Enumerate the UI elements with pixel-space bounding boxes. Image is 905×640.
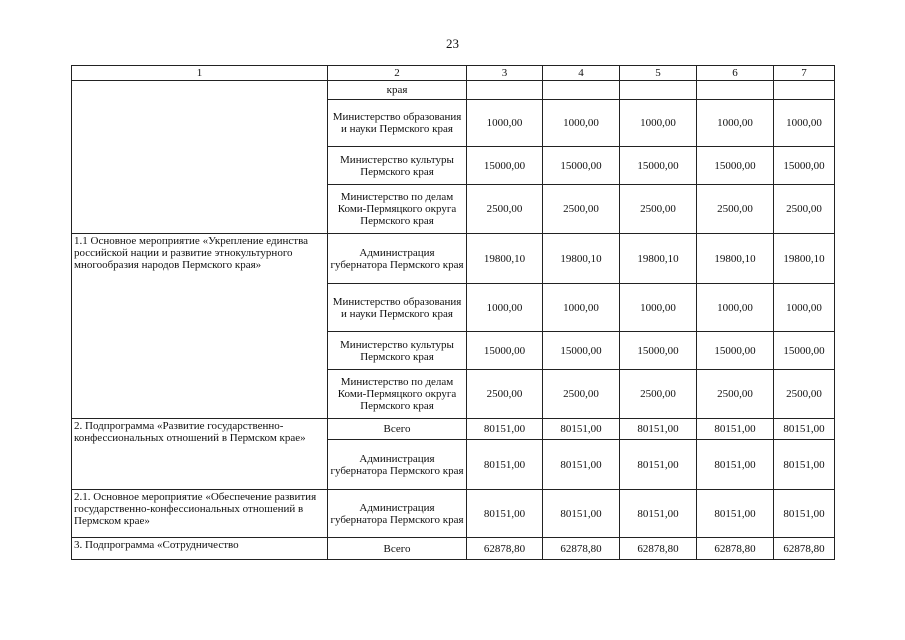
amount-cell: 19800,10: [774, 234, 835, 284]
header-row: [72, 66, 835, 81]
amount-cell: 15000,00: [774, 332, 835, 370]
amount-cell: 2500,00: [620, 185, 697, 234]
amount-cell: 1000,00: [467, 100, 543, 147]
amount-cell: 80151,00: [620, 419, 697, 440]
organization-cell: Министерство образования и науки Пермского края: [328, 100, 467, 147]
amount-cell: 15000,00: [467, 332, 543, 370]
amount-cell: 80151,00: [620, 440, 697, 490]
column-header-4: 4: [543, 66, 620, 81]
column-header-5: 5: [620, 66, 697, 81]
amount-cell: [543, 81, 620, 100]
amount-cell: 2500,00: [620, 370, 697, 419]
amount-cell: 2500,00: [467, 185, 543, 234]
amount-cell: [620, 81, 697, 100]
amount-cell: 62878,80: [697, 538, 774, 560]
organization-cell: Администрация губернатора Пермского края: [328, 234, 467, 284]
amount-cell: 80151,00: [774, 440, 835, 490]
amount-cell: 15000,00: [543, 147, 620, 185]
amount-cell: 2500,00: [697, 185, 774, 234]
table-row: [72, 490, 835, 538]
column-header-1: 1: [72, 66, 328, 81]
amount-cell: 15000,00: [543, 332, 620, 370]
amount-cell: 2500,00: [697, 370, 774, 419]
column-header-7: 7: [774, 66, 835, 81]
amount-cell: 15000,00: [697, 147, 774, 185]
amount-cell: 62878,80: [543, 538, 620, 560]
amount-cell: [774, 81, 835, 100]
amount-cell: 1000,00: [543, 100, 620, 147]
program-title-cell: 2. Подпрограмма «Развитие государственно-конфессиональных отношений в Пермском крае»: [72, 419, 328, 490]
amount-cell: 80151,00: [774, 490, 835, 538]
organization-cell: Министерство культуры Пермского края: [328, 147, 467, 185]
budget-table: [71, 65, 835, 560]
amount-cell: 2500,00: [774, 185, 835, 234]
organization-cell: Всего: [328, 538, 467, 560]
amount-cell: 62878,80: [620, 538, 697, 560]
amount-cell: [467, 81, 543, 100]
amount-cell: 1000,00: [620, 284, 697, 332]
organization-cell: Администрация губернатора Пермского края: [328, 440, 467, 490]
amount-cell: 80151,00: [467, 419, 543, 440]
amount-cell: 2500,00: [543, 185, 620, 234]
table-row: [72, 419, 835, 440]
organization-cell: края: [328, 81, 467, 100]
amount-cell: 80151,00: [543, 419, 620, 440]
organization-cell: Министерство образования и науки Пермского края: [328, 284, 467, 332]
amount-cell: 15000,00: [697, 332, 774, 370]
amount-cell: 80151,00: [774, 419, 835, 440]
organization-cell: Министерство культуры Пермского края: [328, 332, 467, 370]
amount-cell: 80151,00: [467, 490, 543, 538]
program-title-cell: [72, 81, 328, 234]
amount-cell: 80151,00: [697, 490, 774, 538]
amount-cell: 19800,10: [620, 234, 697, 284]
column-header-3: 3: [467, 66, 543, 81]
amount-cell: 2500,00: [543, 370, 620, 419]
amount-cell: 19800,10: [543, 234, 620, 284]
program-title-cell: 3. Подпрограмма «Сотрудничество: [72, 538, 328, 560]
amount-cell: 80151,00: [697, 419, 774, 440]
table-row: [72, 234, 835, 284]
amount-cell: 80151,00: [543, 490, 620, 538]
organization-cell: Администрация губернатора Пермского края: [328, 490, 467, 538]
table-row: [72, 81, 835, 100]
amount-cell: 1000,00: [697, 284, 774, 332]
amount-cell: 19800,10: [467, 234, 543, 284]
table-row: [72, 538, 835, 560]
page-number: 23: [446, 36, 459, 51]
amount-cell: 15000,00: [620, 147, 697, 185]
amount-cell: 80151,00: [620, 490, 697, 538]
amount-cell: 15000,00: [467, 147, 543, 185]
column-header-2: 2: [328, 66, 467, 81]
amount-cell: 80151,00: [543, 440, 620, 490]
amount-cell: 62878,80: [774, 538, 835, 560]
amount-cell: 1000,00: [697, 100, 774, 147]
amount-cell: 1000,00: [774, 100, 835, 147]
program-title-cell: 2.1. Основное мероприятие «Обеспечение развития государственно-конфессиональных отношений в Пермском крае»: [72, 490, 328, 538]
amount-cell: 2500,00: [774, 370, 835, 419]
program-title-cell: 1.1 Основное мероприятие «Укрепление единства российской нации и развитие этнокультурного многообразия народов Пермского края»: [72, 234, 328, 419]
table-body: [72, 66, 835, 560]
column-header-6: 6: [697, 66, 774, 81]
amount-cell: 1000,00: [774, 284, 835, 332]
amount-cell: 80151,00: [697, 440, 774, 490]
organization-cell: Всего: [328, 419, 467, 440]
amount-cell: 19800,10: [697, 234, 774, 284]
organization-cell: Министерство по делам Коми-Пермяцкого округа Пермского края: [328, 185, 467, 234]
amount-cell: 1000,00: [543, 284, 620, 332]
amount-cell: [697, 81, 774, 100]
amount-cell: 1000,00: [620, 100, 697, 147]
amount-cell: 1000,00: [467, 284, 543, 332]
amount-cell: 62878,80: [467, 538, 543, 560]
organization-cell: Министерство по делам Коми-Пермяцкого округа Пермского края: [328, 370, 467, 419]
amount-cell: 80151,00: [467, 440, 543, 490]
amount-cell: 2500,00: [467, 370, 543, 419]
amount-cell: 15000,00: [620, 332, 697, 370]
amount-cell: 15000,00: [774, 147, 835, 185]
